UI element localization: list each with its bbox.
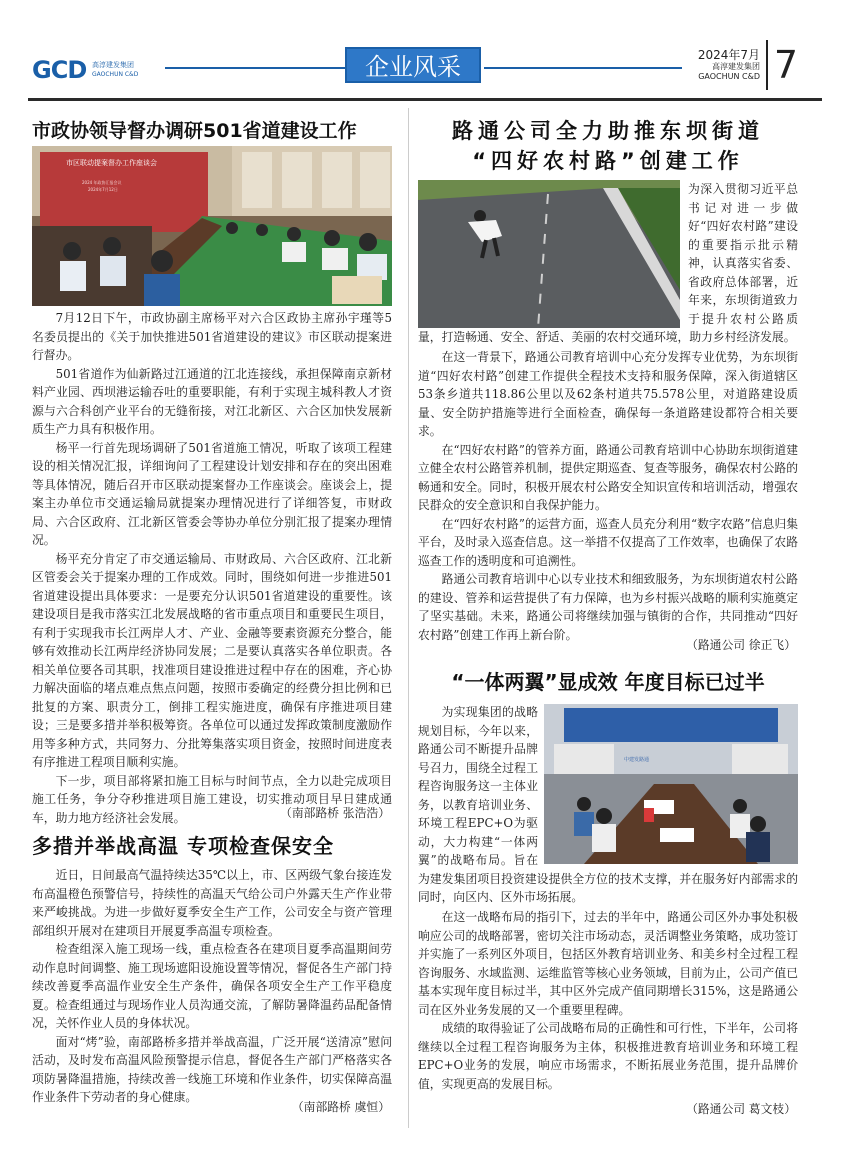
article2-paragraph: 检查组深入施工现场一线，重点检查各在建项目夏季高温期间劳动作息时间调整、施工现场遮阳设施设置等情况，督促各生产部门持续改善夏季高温作业安全生产条件，确保各项安全生产工作平稳度夏。检查组通过与现场作业人员沟通交流，了解防暑降温药品配备情况，关怀作业人员的身体状况。	[32, 942, 392, 1030]
article1-title: 市政协领导督办调研501省道建设工作	[32, 120, 357, 142]
article4-paragraph: 成绩的取得验证了公司战略布局的正确性和可行性，下半年，公司将继续以全过程工程咨询服务为主体，积极推进教育培训业务和环境工程EPC+O业务的发展，响应市场需求，不断拓展业务范围，提升品牌价值，实现更高的发展目标。	[418, 1021, 798, 1091]
article3-intro-text	[418, 180, 798, 347]
article4-intro	[418, 703, 798, 907]
article2-body	[32, 866, 392, 1107]
article1-paragraph: 下一步，项目部将紧扣施工目标与时间节点，全力以赴完成项目施工任务，争分夺秒推进项目施工建设，切实推动项目早日建成通车，助力地方经济社会发展。	[32, 773, 392, 825]
article4-intro-text	[418, 703, 798, 907]
article3-paragraph: 在这一背景下，路通公司教育培训中心充分发挥专业优势，为东坝街道“四好农村路”创建工作提供全程技术支持和服务保障，深入街道辖区53条乡道共118.86公里以及62条村道共75.578公里，对道路建设质量、安全防护措施等进行全面检查，确保每一条道路建设都符合相关要求。	[418, 350, 798, 438]
article3-title-line1: 路通公司全力助推东坝街道	[452, 119, 764, 143]
article2-title: 多措并举战高温 专项检查保安全	[32, 834, 334, 858]
article2-paragraph: 近日，日间最高气温持续达35℃以上，市、区两级气象台接连发布高温橙色预警信号，持续性的高温天气给公司户外露天生产作业带来严峻挑战。为进一步做好夏季安全生产工作，公司安全与资产管理部组织开展对在建项目开展夏季高温专项检查。	[32, 868, 392, 938]
article3-title-line2: “四好农村路”创建工作	[472, 149, 744, 173]
company-name-cn: 高淳建发集团	[712, 62, 760, 71]
issue-date: 2024年7月	[697, 48, 760, 62]
meeting-banner-subtext-1: 2024 年政协汇报会议	[82, 180, 122, 185]
article2-signature: （南部路桥 虞恒）	[291, 1100, 390, 1114]
column-divider	[408, 108, 409, 1128]
article1-body	[32, 309, 392, 827]
article1-paragraph: 杨平一行首先现场调研了501省道施工情况，听取了该项工程建设的相关情况汇报，详细询问了工程建设计划安排和存在的突出困难等具体情况，随后召开市区联动提案督办工作座谈会。座谈会上，提案主办单位市交通运输局就提案办理情况进行了详细答复，市财政局、六合区政府、江北新区管委会等协办单位分别汇报了提案办理情况。	[32, 440, 392, 547]
article3-intro-paragraph: 为深入贯彻习近平总书记对进一步做好“四好农村路”建设的重要指示批示精神，认真落实省委、省政府总体部署，近年来，东坝街道致力于提升农村公路质量，打造畅通、安全、舒适、美丽的农村交通环境，助力乡村经济发展。	[418, 182, 798, 344]
meeting-banner-text: 市区联动提案督办工作座谈会	[66, 159, 157, 167]
gcd-logo: GCD	[32, 56, 87, 84]
section-banner: 企业风采	[345, 47, 481, 83]
header-rule	[28, 98, 822, 101]
company-name-en: GAOCHUN C&D	[698, 72, 760, 81]
header-line-right	[484, 67, 682, 69]
article3-paragraph: 在“四好农村路”的管养方面，路通公司教育培训中心协助东坝街道建立健全农村公路管养机制，提供定期巡查、复查等服务，确保农村公路的畅通和安全。同时，积极开展农村公路安全知识宣传和培训活动，增强农民群众的安全意识和自我保护能力。	[418, 442, 798, 512]
article4-title: “一体两翼”显成效 年度目标已过半	[451, 670, 765, 694]
article3-paragraph: 路通公司教育培训中心以专业技术和细致服务，为东坝街道农村公路的建设、管养和运营提供了有力保障，也为乡村振兴战略的顺利实施奠定了坚实基础。未来，路通公司将继续加强与镇街的合作，共同推动“四好农村路”创建工作再上新台阶。	[418, 572, 798, 642]
article3-body	[418, 348, 798, 644]
photo-wrap-spacer	[538, 703, 798, 867]
photo-wrap-spacer	[418, 180, 688, 328]
issue-date-block	[680, 48, 760, 82]
article4-intro-paragraph: 为实现集团的战略规划目标，今年以来，路通公司不断提升品牌号召力，围绕全过程工程咨询服务这一主体业务，以教育培训业务、环境工程EPC+O为驱动，大力构建“一体两翼”的战略布局。旨在为建发集团项目投资建设提供全方位的技术支撑，并在服务好内部需求的同时，向区内、区外市场拓展。	[418, 705, 798, 904]
meeting-photo	[32, 146, 392, 306]
article4-signature: （路通公司 葛文枝）	[686, 1102, 796, 1116]
brand-name-cn: 高淳建发集团	[92, 61, 134, 69]
meeting-banner-subtext-2: 2024年7月12日	[88, 187, 118, 192]
article3-title	[418, 116, 798, 176]
header-line-left	[165, 67, 345, 69]
article1-paragraph: 杨平充分肯定了市交通运输局、市财政局、六合区政府、江北新区管委会关于提案办理的工作成效。同时，围绕如何进一步推进501省道建设提出具体要求：一是要充分认识501省道建设的重要性。该建设项目是我市落实江北发展战略的省市重点项目和重要民生项目，有利于实现我市长江两岸人才、产业、金融等要素资源充分整合，能够有效推动长江两岸经济协同发展；二是要认真落实各单位职责。各相关单位要各司其职，找准项目建设推进过程中存在的困难，齐心协力解决面临的堵点难点焦点问题，按照市委确定的经费分担比例和已批复的方案、职责分工，倒排工程实施进度，确保有序推进项目建设；三是要多措并举积极筹资。各单位可以通过发挥政策制度激励作用等多种方式，共同努力、分批筹集落实项目资金，按照时间进度表有序推进工程项目顺利实施。	[32, 551, 392, 769]
article1-signature: （南部路桥 张浩浩）	[280, 806, 390, 820]
article3-intro	[418, 180, 798, 347]
article3-paragraph: 在“四好农村路”的运营方面，巡查人员充分利用“数字农路”信息归集平台，及时录入巡查信息。这一举措不仅提高了工作效率，也确保了农路巡查工作的透明度和可追溯性。	[418, 516, 798, 568]
article1-paragraph: 7月12日下午，市政协副主席杨平对六合区政协主席孙宇瑾等5名委员提出的《关于加快推进501省道建设的建议》市区联动提案进行督办。	[32, 311, 392, 362]
article3-signature: （路通公司 徐正飞）	[686, 638, 796, 652]
meeting-room-banner-text: 中建发路通	[624, 757, 650, 763]
article4-paragraph: 在这一战略布局的指引下，过去的半年中，路通公司区外办事处积极响应公司的战略部署，密切关注市场动态，灵活调整业务策略，成功签订并实施了一系列区外项目，包括区外教育培训业务、和美乡村全过程工程咨询服务、水域监测、运维监管等核心业务领域，目前为止，公司产值已基本实现年度目标过半，其中区外完成产值同期增长315%，这是路通公司在区外业务发展的又一个重要里程碑。	[418, 910, 798, 1017]
article1-paragraph: 501省道作为仙新路过江通道的江北连接线，承担保障南京新材料产业园、西坝港运输吞吐的重要职能，有利于实现主城科教人才资源与六合科创产业平台的无缝衔接，对江北新区、六合区加快发展新质生产力具有积极作用。	[32, 366, 392, 436]
meeting-photo-illustration	[32, 146, 392, 306]
page-number: 7	[766, 40, 798, 90]
brand-name-en: GAOCHUN C&D	[92, 71, 139, 78]
article2-paragraph: 面对“烤”验，南部路桥多措并举战高温，广泛开展“送清凉”慰问活动，及时发布高温风险预警提示信息，督促各生产部门严格落实各项防暑降温措施，持续改善一线施工环境和作业条件，切实保障高温作业条件下劳动者的身心健康。	[32, 1034, 392, 1104]
brand-name	[92, 60, 160, 84]
article4-body	[418, 908, 798, 1093]
